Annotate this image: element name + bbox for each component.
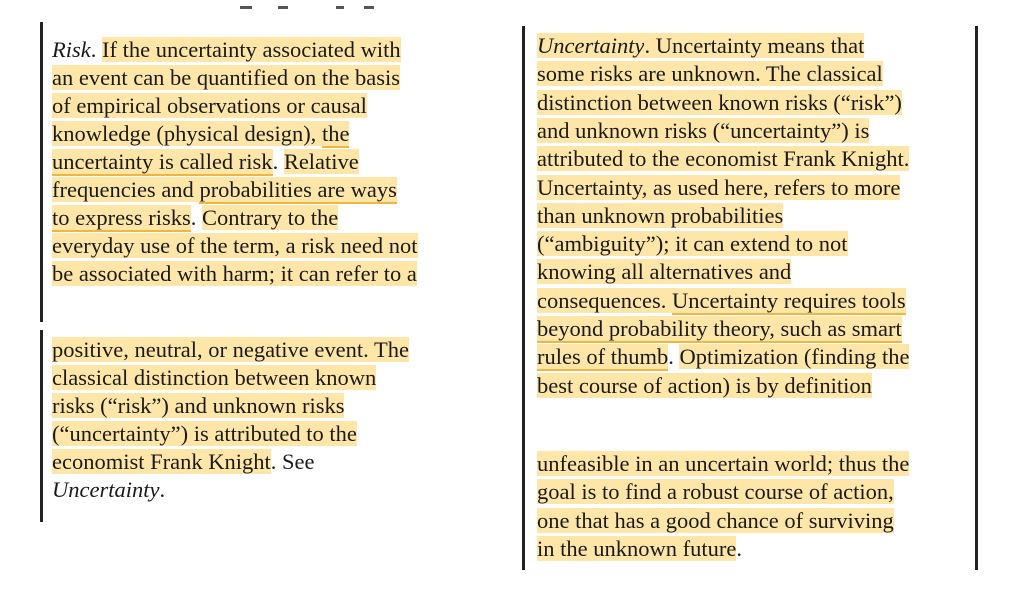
text-line — [52, 120, 349, 148]
text-line — [537, 315, 902, 343]
text: . — [159, 477, 166, 502]
text: . — [190, 205, 202, 230]
highlighted-text: unfeasible in an uncertain world; thus the — [537, 451, 910, 476]
highlighted-text: knowledge (physical design), — [52, 121, 322, 146]
text-line — [52, 476, 165, 504]
highlighted-text: goal is to find a robust course of action, — [537, 479, 894, 505]
text: Uncertainty — [52, 477, 160, 502]
text-line — [537, 202, 783, 230]
text-line — [52, 148, 359, 176]
left-margin-bar-1 — [40, 22, 43, 322]
highlighted-text: frequencies and — [52, 177, 200, 202]
highlighted-text: beyond probability theory, such as smart — [537, 316, 902, 341]
text-line — [52, 336, 409, 364]
text-line — [52, 176, 397, 204]
right-margin-bar-right — [975, 26, 978, 570]
text-line — [537, 372, 872, 400]
highlighted-text: (“uncertainty”) is attributed to the — [52, 421, 357, 446]
text-line — [537, 117, 869, 145]
highlighted-text: one that has a good chance of surviving — [537, 507, 894, 533]
highlighted-text: . Uncertainty means that — [644, 33, 865, 58]
text-line — [52, 260, 417, 288]
highlighted-text: in the unknown future — [537, 535, 737, 561]
text: . See — [270, 449, 315, 474]
highlighted-text: Relative — [283, 149, 359, 174]
text: Risk — [52, 37, 91, 62]
highlighted-text: risks (“risk”) and unknown risks — [52, 393, 345, 418]
right-margin-bar-left — [522, 26, 525, 570]
highlighted-text: everyday use of the term, a risk need not — [52, 233, 418, 258]
highlighted-text: knowing all alternatives and — [537, 259, 792, 285]
text-line — [537, 258, 791, 286]
highlighted-text: Uncertainty — [537, 33, 645, 58]
text-line — [537, 230, 848, 258]
text-line — [52, 36, 401, 64]
highlighted-text: of empirical observations or causal — [52, 93, 367, 118]
text-line — [52, 448, 314, 476]
text: . — [736, 535, 742, 561]
text: . — [668, 344, 680, 370]
text-line — [537, 478, 894, 506]
highlighted-text: probabilities are ways — [199, 177, 397, 202]
highlighted-text: classical distinction between known — [52, 365, 377, 390]
text-line — [537, 145, 909, 173]
highlighted-text: uncertainty is called risk — [52, 149, 273, 174]
highlighted-text: Optimization (finding the — [679, 344, 910, 370]
text-line — [52, 204, 338, 232]
text-line — [537, 60, 883, 88]
left-margin-bar-2 — [40, 330, 43, 522]
text-line — [52, 232, 418, 260]
highlighted-text: rules of thumb — [537, 344, 669, 370]
highlighted-text: to express risks — [52, 205, 191, 230]
text-line — [537, 89, 902, 117]
highlighted-text: Uncertainty requires tools — [671, 287, 906, 313]
highlighted-text: and unknown risks (“uncertainty”) is — [537, 117, 870, 143]
text-line — [537, 450, 909, 478]
highlighted-text: be associated with harm; it can refer to a — [52, 261, 417, 286]
text-line — [537, 343, 909, 371]
text-line — [52, 364, 376, 392]
highlighted-text: (“ambiguity”); it can extend to not — [537, 231, 848, 257]
text: . — [90, 37, 102, 62]
highlighted-text: economist Frank Knight — [52, 449, 271, 474]
highlighted-text: If the uncertainty associated with — [102, 37, 401, 62]
text-line — [52, 92, 367, 120]
text-line — [52, 420, 357, 448]
cropped-top-text-fragment — [240, 6, 380, 12]
text-line — [537, 32, 864, 60]
highlighted-text: consequences. — [537, 287, 672, 313]
text-line — [537, 287, 906, 315]
highlighted-text: the — [321, 121, 350, 146]
text-line — [52, 64, 400, 92]
text-line — [52, 392, 344, 420]
text-line — [537, 507, 894, 535]
text: . — [272, 149, 284, 174]
text-line — [537, 174, 900, 202]
highlighted-text: Uncertainty, as used here, refers to more — [537, 174, 901, 200]
text-line — [537, 535, 742, 563]
highlighted-text: distinction between known risks (“risk”) — [537, 89, 902, 115]
highlighted-text: best course of action) is by definition — [537, 372, 872, 398]
highlighted-text: Contrary to the — [202, 205, 339, 230]
highlighted-text: attributed to the economist Frank Knight. — [537, 146, 910, 172]
highlighted-text: some risks are unknown. The classical — [537, 61, 883, 87]
highlighted-text: positive, neutral, or negative event. The — [52, 337, 409, 362]
highlighted-text: an event can be quantified on the basis — [52, 65, 401, 90]
highlighted-text: than unknown probabilities — [537, 202, 784, 228]
